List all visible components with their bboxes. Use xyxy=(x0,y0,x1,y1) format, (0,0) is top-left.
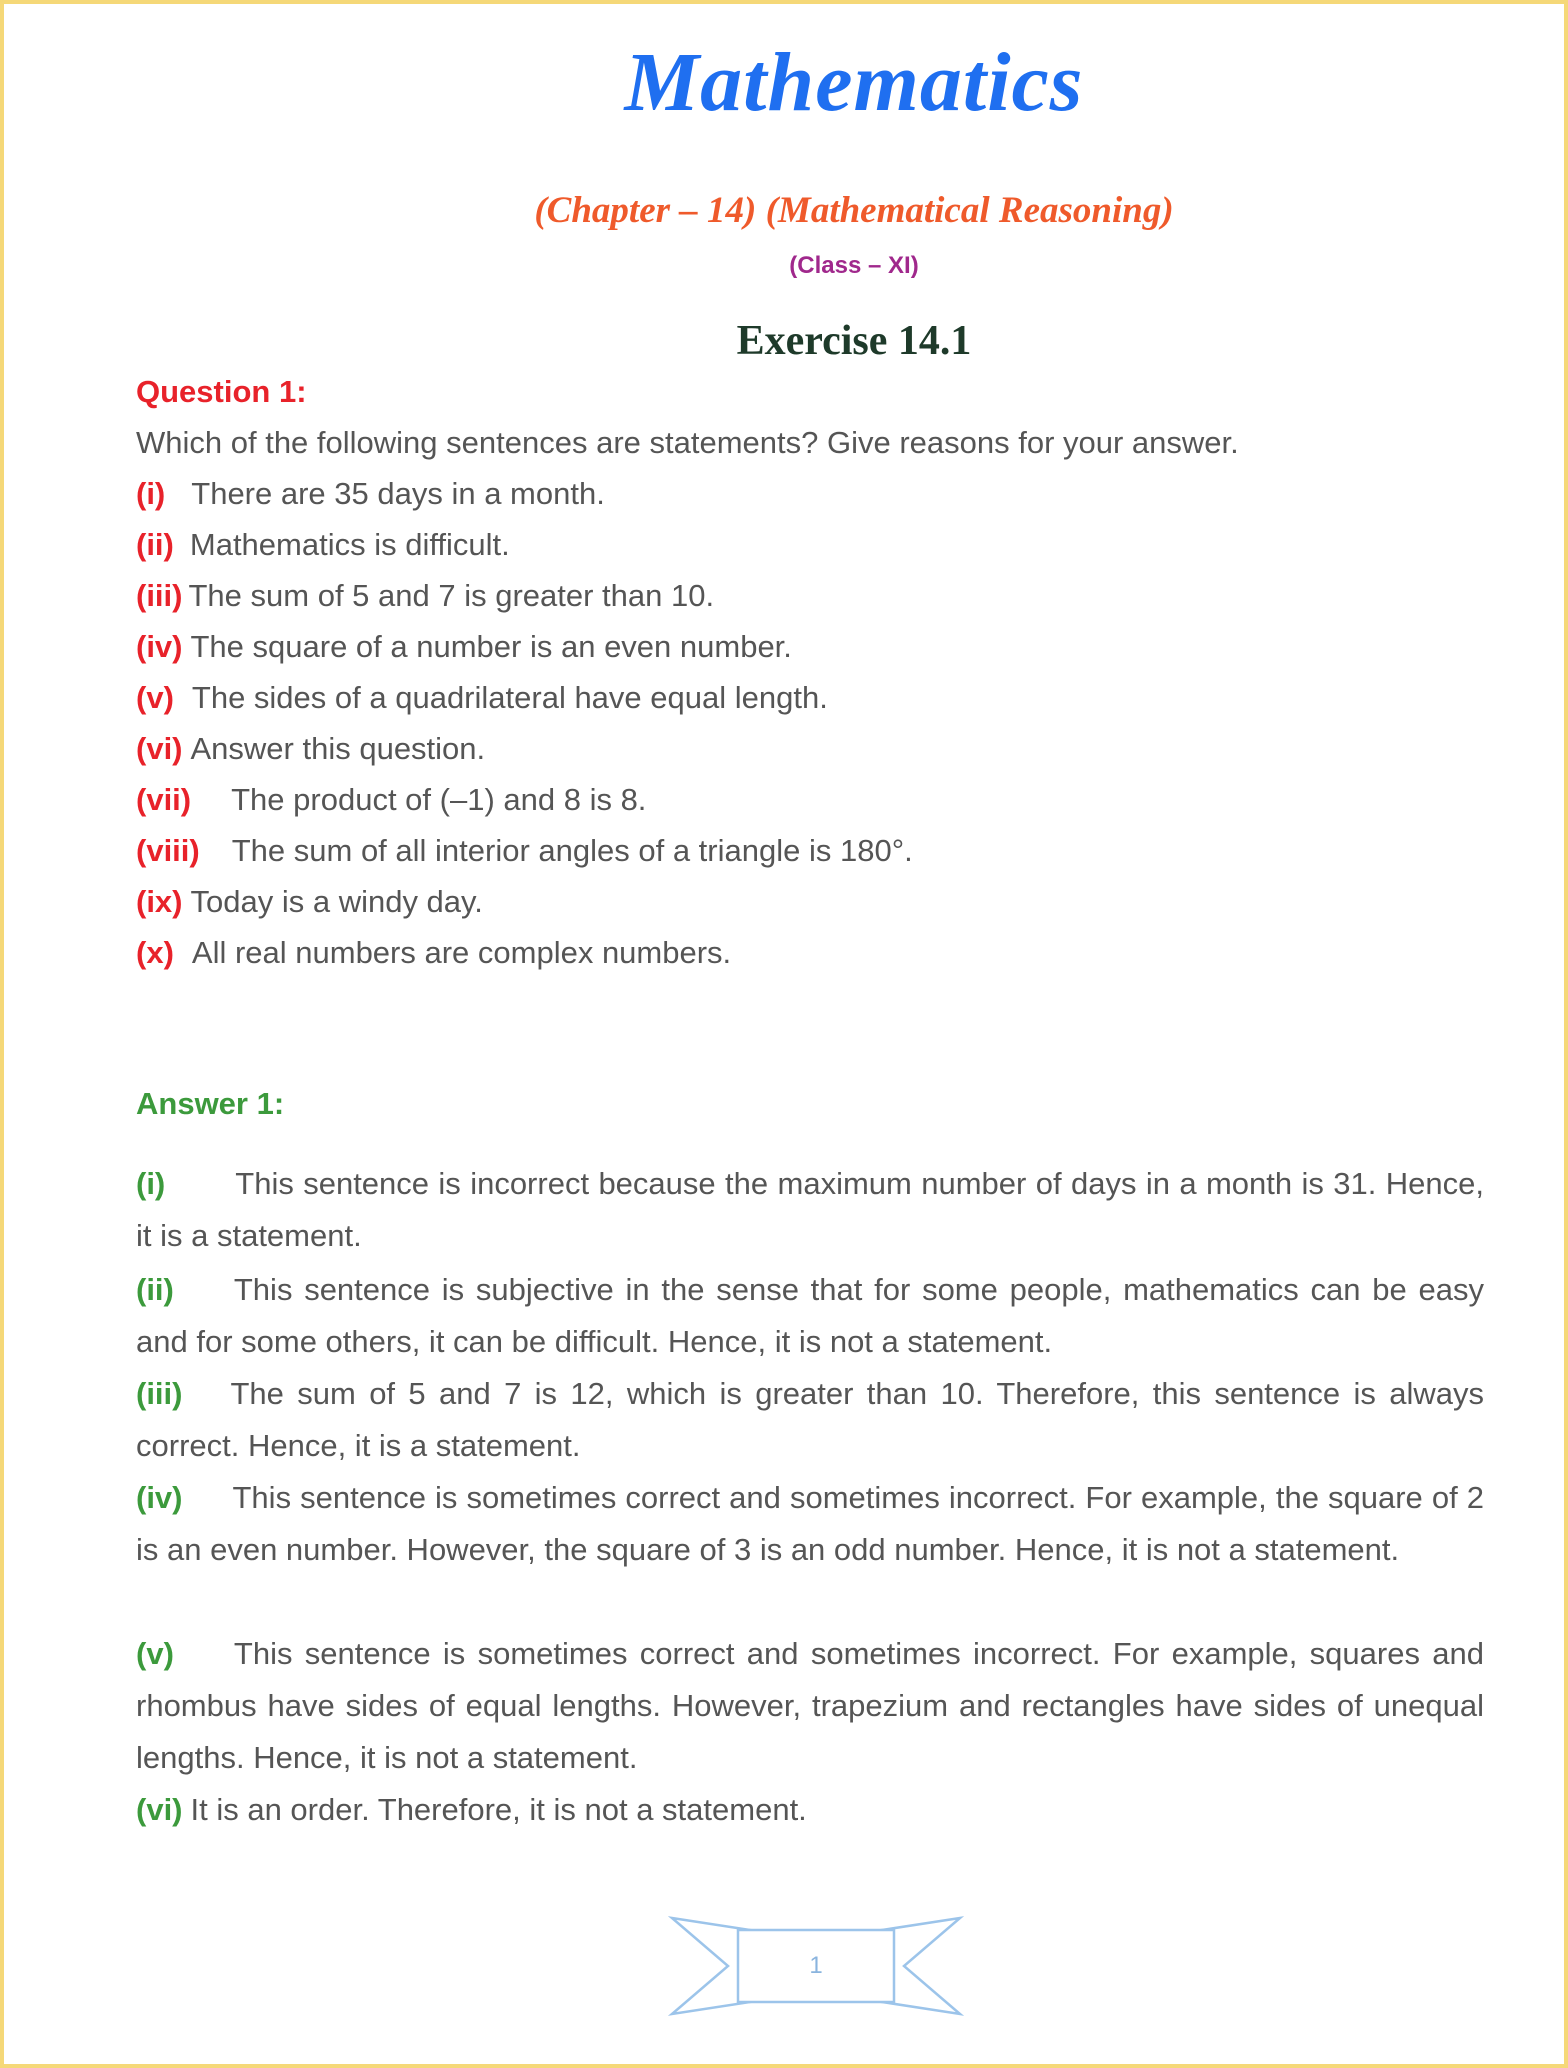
question-item-number: (ix) xyxy=(136,884,183,919)
answer-item-text: The sum of 5 and 7 is 12, which is greater than 10. Therefore, this sentence is always correct. Hence, it is a statement. xyxy=(136,1376,1484,1463)
answer-item xyxy=(136,1784,1484,1836)
chapter-heading: (Chapter – 14) (Mathematical Reasoning) xyxy=(534,190,1174,231)
question-item-number: (viii) xyxy=(136,833,200,868)
answer-item-text: This sentence is subjective in the sense that for some people, mathematics can be easy and for some others, it can be difficult. Hence, it is not a statement. xyxy=(136,1272,1484,1359)
answer-item xyxy=(136,1368,1484,1472)
question-item-text: The square of a number is an even number. xyxy=(190,629,792,664)
answer-item-text: This sentence is incorrect because the maximum number of days in a month is 31. Hence, it is a statement. xyxy=(136,1166,1484,1253)
question-item xyxy=(136,782,646,818)
question-item xyxy=(136,884,483,920)
question-item xyxy=(136,833,913,869)
answer-item xyxy=(136,1628,1484,1784)
question-item-number: (vii) xyxy=(136,782,192,817)
question-item-text: Answer this question. xyxy=(190,731,486,766)
question-item xyxy=(136,680,828,716)
question-item xyxy=(136,527,510,563)
answer-item-text: It is an order. Therefore, it is not a statement. xyxy=(190,1792,807,1827)
exercise-heading: Exercise 14.1 xyxy=(736,318,972,364)
answer-item xyxy=(136,1264,1484,1368)
answer-item-text: This sentence is sometimes correct and sometimes incorrect. For example, squares and rhombus have sides of equal lengths. However, trapezium and rectangles have sides of unequal lengths. Hence, it is not a statement. xyxy=(136,1636,1484,1775)
page-number: 1 xyxy=(809,1952,823,1979)
page-title: Mathematics xyxy=(624,36,1084,129)
question-prompt: Which of the following sentences are statements? Give reasons for your answer. xyxy=(136,425,1239,460)
question-item-number: (v) xyxy=(136,680,174,715)
class-label: (Class – XI) xyxy=(789,252,919,279)
question-item-number: (vi) xyxy=(136,731,183,766)
question-item-number: (i) xyxy=(136,476,166,511)
question-item-number: (x) xyxy=(136,935,174,970)
question-item-text: The sum of 5 and 7 is greater than 10. xyxy=(188,578,715,613)
answer-item-number: (iv) xyxy=(136,1480,183,1515)
question-item-text: There are 35 days in a month. xyxy=(191,476,605,511)
question-item-number: (iii) xyxy=(136,578,183,613)
question-item-number: (iv) xyxy=(136,629,183,664)
question-item xyxy=(136,731,485,767)
answer-item-number: (vi) xyxy=(136,1792,183,1827)
answer-item-number: (ii) xyxy=(136,1272,174,1307)
question-item-text: All real numbers are complex numbers. xyxy=(191,935,732,970)
answer-item xyxy=(136,1158,1484,1262)
answer-item-number: (iii) xyxy=(136,1376,183,1411)
question-item xyxy=(136,578,714,614)
question-item-text: The sum of all interior angles of a triangle is 180°. xyxy=(231,833,913,868)
question-item xyxy=(136,476,605,512)
question-item xyxy=(136,629,792,665)
answer-item-text: This sentence is sometimes correct and sometimes incorrect. For example, the square of 2 is an even number. However, the square of 3 is an odd number. Hence, it is not a statement. xyxy=(136,1480,1484,1567)
question-item-text: The product of (–1) and 8 is 8. xyxy=(231,782,647,817)
answer-item-number: (v) xyxy=(136,1636,174,1671)
answer-item-number: (i) xyxy=(136,1166,166,1201)
question-heading: Question 1: xyxy=(136,374,307,409)
answer-heading: Answer 1: xyxy=(136,1086,285,1121)
answer-item xyxy=(136,1472,1484,1576)
question-item-text: Mathematics is difficult. xyxy=(189,527,510,562)
question-item-text: The sides of a quadrilateral have equal length. xyxy=(191,680,828,715)
question-item-text: Today is a windy day. xyxy=(190,884,483,919)
question-item xyxy=(136,935,731,971)
question-item-number: (ii) xyxy=(136,527,174,562)
